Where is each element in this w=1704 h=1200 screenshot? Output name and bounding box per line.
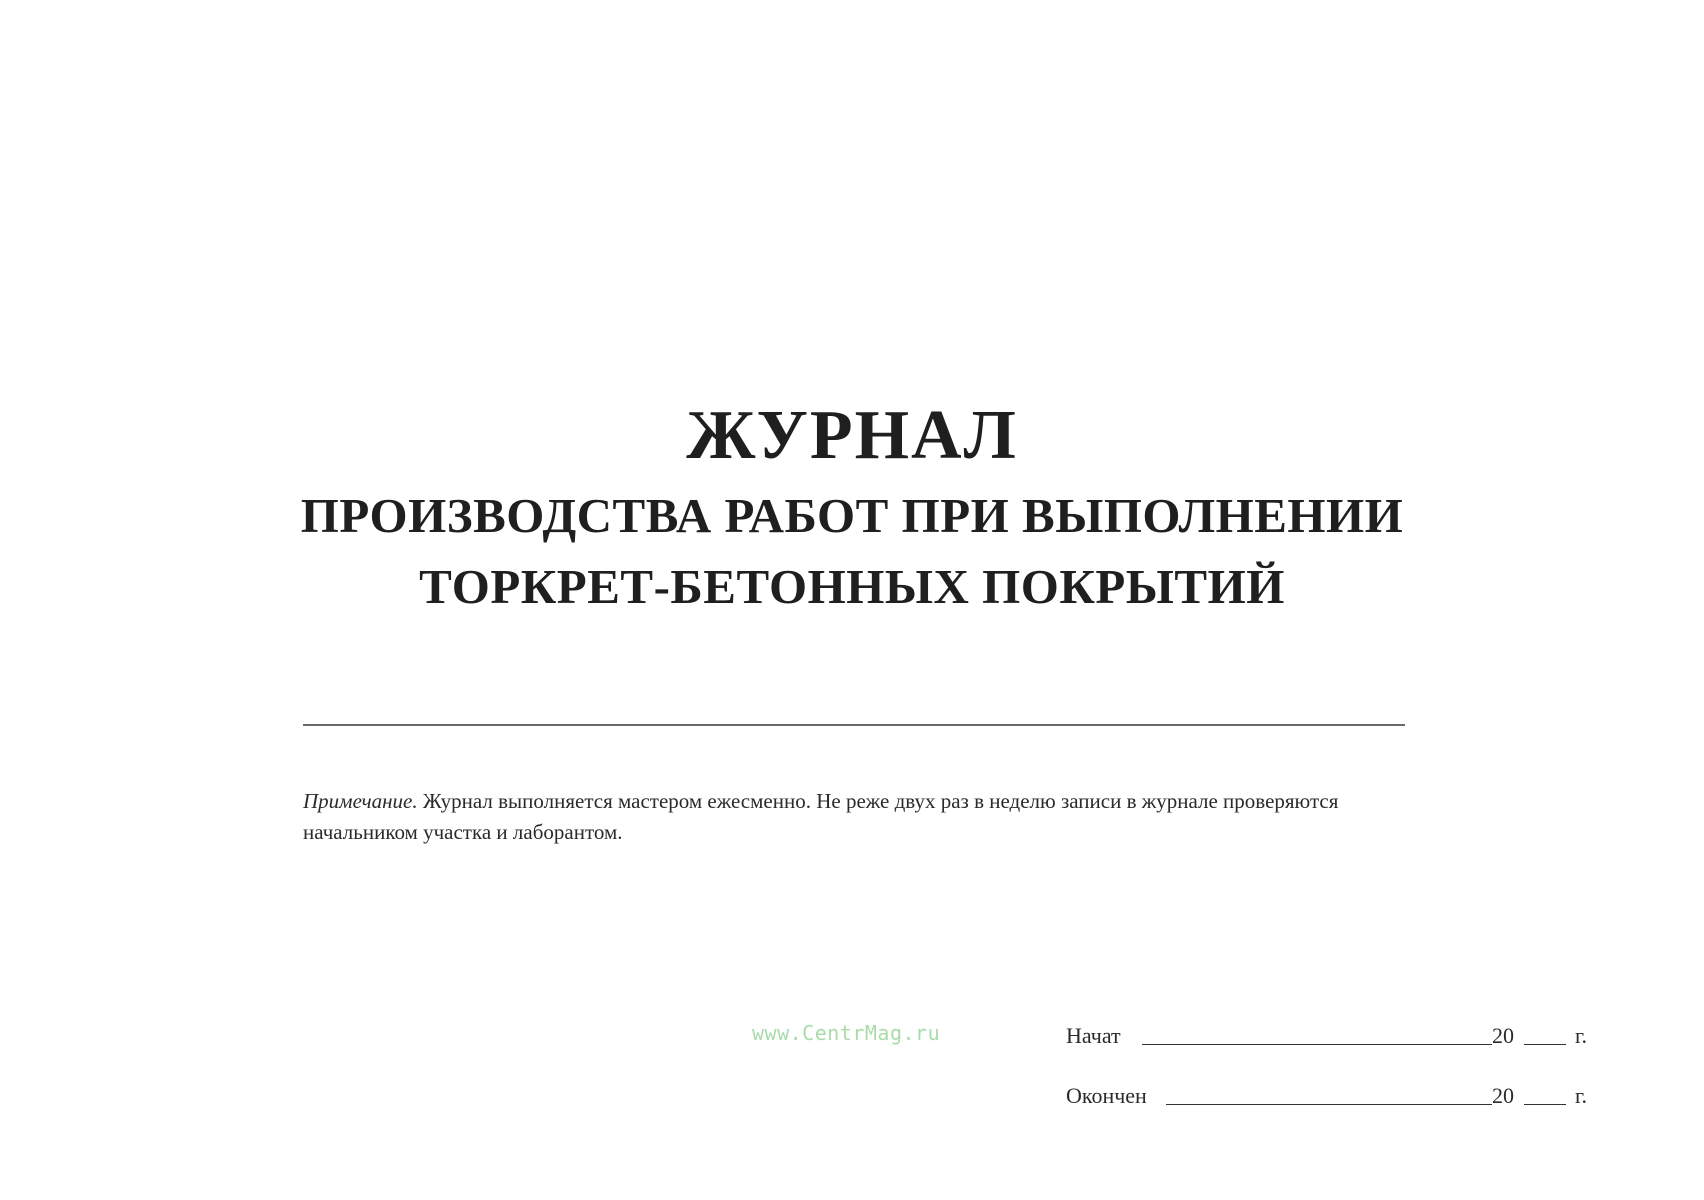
started-label: Начат bbox=[1066, 1023, 1121, 1048]
started-year-blank bbox=[1524, 1044, 1566, 1045]
note-label: Примечание. bbox=[303, 789, 418, 813]
finished-label: Окончен bbox=[1066, 1083, 1147, 1108]
finished-year-suffix: г. bbox=[1575, 1083, 1588, 1108]
started-century: 20 bbox=[1492, 1023, 1514, 1048]
finished-century: 20 bbox=[1492, 1083, 1514, 1108]
note-paragraph bbox=[303, 786, 1413, 848]
journal-subtitle-line-1: ПРОИЗВОДСТВА РАБОТ ПРИ ВЫПОЛНЕНИИ bbox=[300, 488, 1404, 543]
started-year-suffix: г. bbox=[1575, 1023, 1588, 1048]
finished-date-blank bbox=[1166, 1104, 1492, 1105]
name-field-line bbox=[303, 724, 1405, 726]
journal-title: ЖУРНАЛ bbox=[686, 397, 1018, 474]
started-date-blank bbox=[1142, 1044, 1492, 1045]
watermark-url: www.CentrMag.ru bbox=[752, 1021, 941, 1045]
finished-year-blank bbox=[1524, 1104, 1566, 1105]
note-text: Журнал выполняется мастером ежесменно. Не реже двух раз в неделю записи в журнале проверяются начальником участка и лаборантом. bbox=[303, 789, 1339, 844]
journal-subtitle-line-2: ТОРКРЕТ-БЕТОННЫХ ПОКРЫТИЙ bbox=[419, 559, 1285, 614]
